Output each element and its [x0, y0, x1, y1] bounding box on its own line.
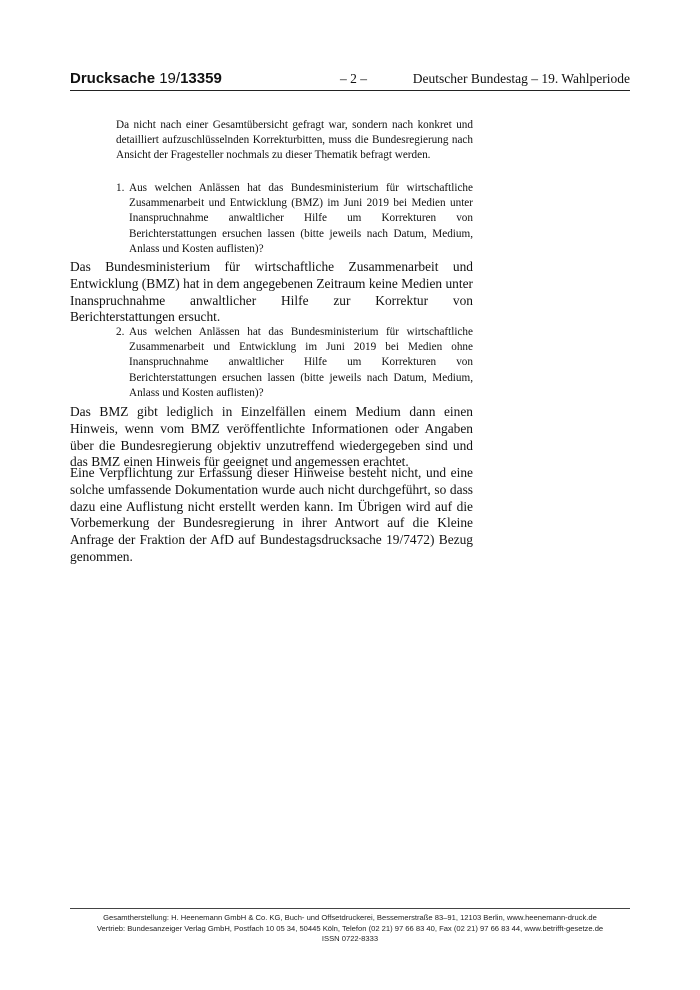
imprint-footer — [70, 913, 630, 945]
document-number-value: 13359 — [180, 70, 222, 87]
answer-2-paragraph-2: Eine Verpflichtung zur Erfassung dieser Hinweise besteht nicht, und eine solche umfassende Dokumentation wurde auch nicht durchgeführt, so dass dazu eine Auflistung nicht erstellt werden kann. Im Übrigen wird auf die Vorbemerkung der Bundesregierung in ihrer Antwort auf die Kleine Anfrage der Fraktion der AfD auf Bundestagsdrucksache 19/7472) Bezug genommen. — [70, 465, 473, 564]
footer-distribution: Vertrieb: Bundesanzeiger Verlag GmbH, Postfach 10 05 34, 50445 Köln, Telefon (02 21) 97 66 83 40, Fax (02 21) 97 66 83 44, www.betrifft-gesetze.de — [96, 923, 604, 933]
question-number: 2. — [116, 326, 125, 338]
publisher: Deutscher Bundestag – 19. Wahlperiode — [412, 71, 630, 86]
document-number — [70, 70, 222, 87]
question-text: Aus welchen Anlässen hat das Bundesministerium für wirtschaftliche Zusammenarbeit und Entwicklung im Juni 2019 bei Medien ohne Inanspruchnahme anwaltlicher Hilfe um Korrekturen von Berichterstattungen ersuchen lassen (bitte jeweils nach Datum, Medium, Anlass und Kosten auflisten)? — [129, 326, 473, 399]
question-text: Aus welchen Anlässen hat das Bundesministerium für wirtschaftliche Zusammenarbeit und Entwicklung (BMZ) im Juni 2019 bei Medien unter Inanspruchnahme anwaltlicher Hilfe um Korrekturen von Berichterstattungen ersuchen lassen (bitte jeweils nach Datum, Medium, Anlass und Kosten auflisten)? — [129, 182, 473, 255]
footer-divider — [70, 908, 630, 909]
page-header — [70, 70, 630, 91]
question-2 — [116, 325, 473, 401]
footer-printer: Gesamtherstellung: H. Heenemann GmbH & Co. KG, Buch- und Offsetdruckerei, Bessemerstraße 83–91, 12103 Berlin, www.heenemann-druck.de — [103, 913, 597, 922]
intro-note: Da nicht nach einer Gesamtübersicht gefragt war, sondern nach konkret und detailliert aufzuschlüsselnden Korrekturbitten, muss die Bundesregierung nach Ansicht der Fragesteller nochmals zu dieser Thematik befragt werden. — [116, 119, 473, 162]
footer-issn: ISSN 0722-8333 — [321, 934, 379, 943]
answer-2-paragraph-1: Das BMZ gibt lediglich in Einzelfällen einem Medium dann einen Hinweis, wenn vom BMZ veröffentlichte Informationen oder Angaben über die Bundesregierung objektiv unzutreffend wiedergegeben sind und das BMZ einen Hinweis für geeignet und angemessen erachtet. — [70, 404, 473, 470]
page-number: – 2 – — [340, 71, 367, 86]
answer-1-paragraph: Das Bundesministerium für wirtschaftliche Zusammenarbeit und Entwicklung (BMZ) hat in dem angegebenen Zeitraum keine Medien unter Inanspruchnahme anwaltlicher Hilfe zur Korrektur von Berichterstattungen ersucht. — [70, 259, 473, 325]
question-number: 1. — [116, 182, 125, 194]
document-number-prefix: 19/ — [159, 70, 181, 87]
question-1 — [116, 181, 473, 257]
document-type: Drucksache — [70, 70, 160, 87]
